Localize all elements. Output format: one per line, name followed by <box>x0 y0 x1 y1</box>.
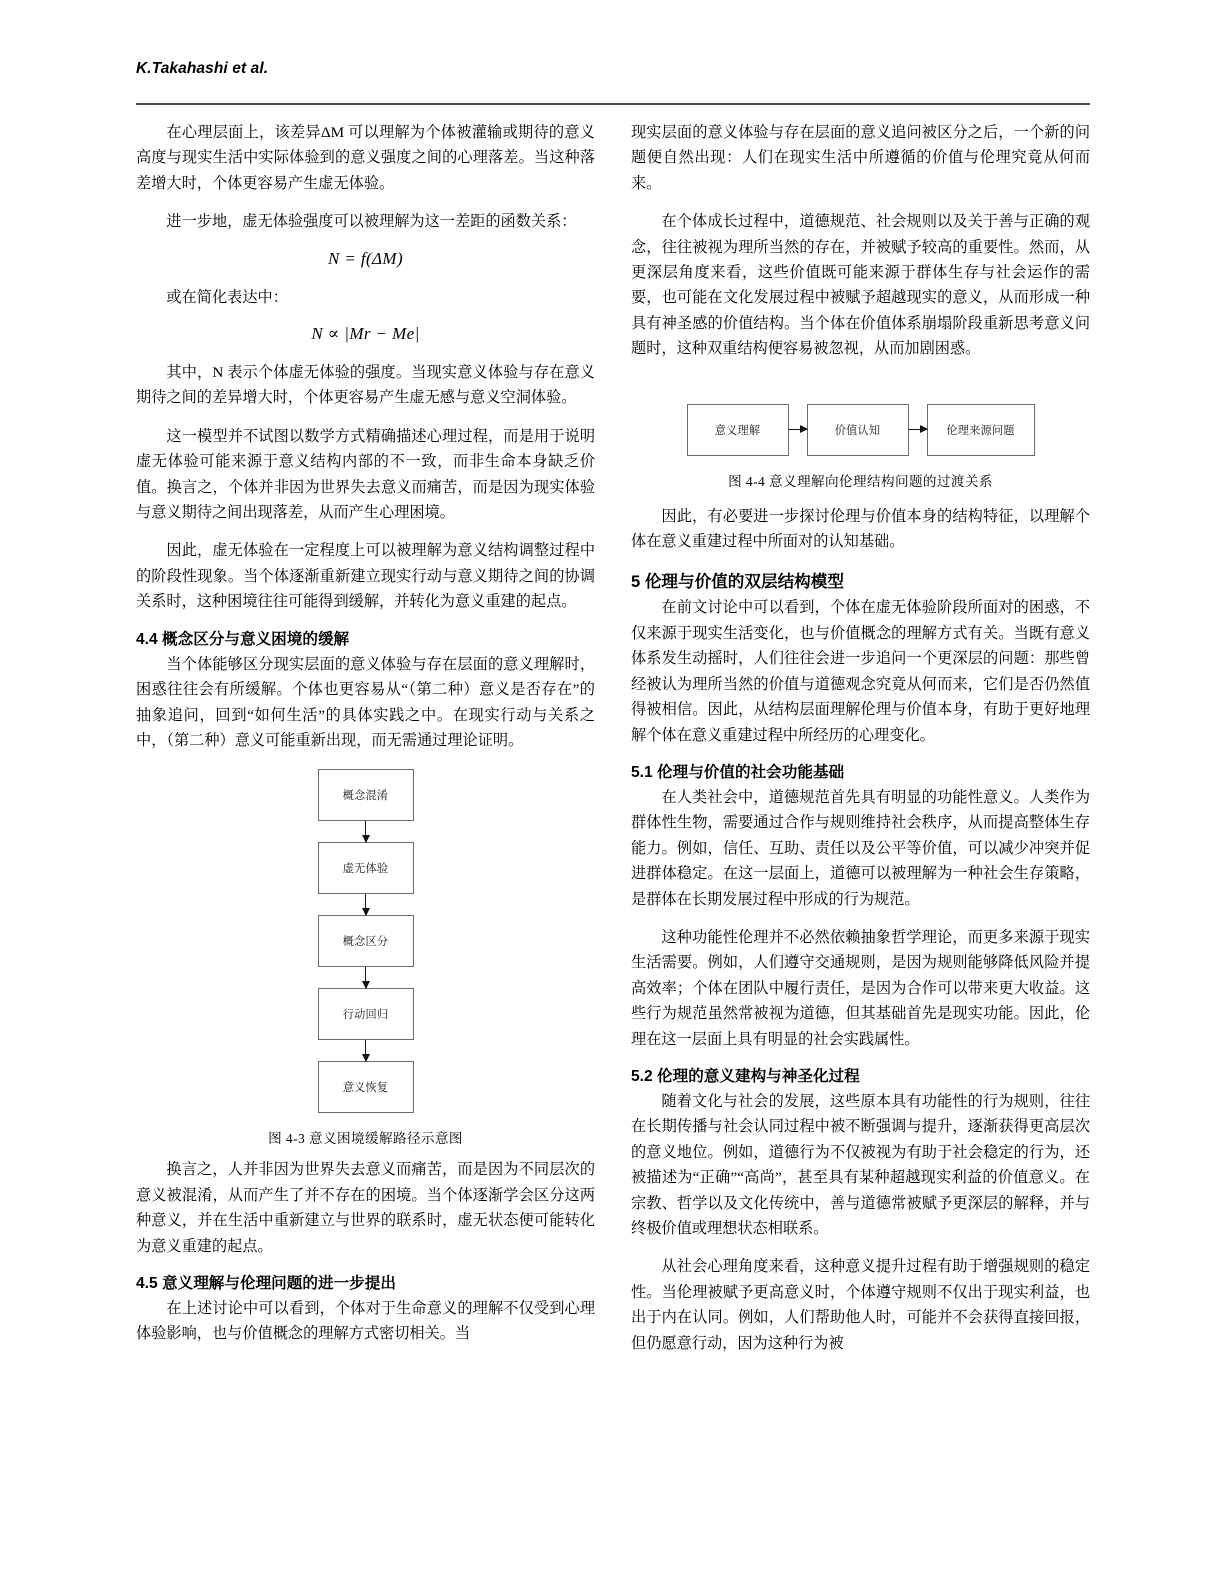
flow-node: 概念混淆 <box>318 769 414 821</box>
running-head: K.Takahashi et al. <box>136 60 269 77</box>
paragraph: 进一步地，虚无体验强度可以被理解为这一差距的函数关系： <box>166 213 577 231</box>
figure-caption: 图 4-4 意义理解向伦理结构问题的过渡关系 <box>728 473 993 489</box>
heading-5: 5 伦理与价值的双层结构模型 <box>631 572 844 592</box>
arrow-down-icon <box>365 967 366 988</box>
figure-4-4 <box>631 404 1090 490</box>
flow-node: 价值认知 <box>807 404 909 456</box>
paragraph: 当个体能够区分现实层面的意义体验与存在层面的意义理解时，困惑往往会有所缓解。个体也更容易从“（第二种）意义是否存在”的抽象追问，回到“如何生活”的具体实践之中。在现实行动与关系之中，（第二种）意义可能重新出现，而无需通过理论证明。 <box>136 655 595 749</box>
heading-4-4: 4.4 概念区分与意义困境的缓解 <box>136 630 350 648</box>
flow-node: 意义理解 <box>687 404 789 456</box>
paragraph: 在前文讨论中可以看到，个体在虚无体验阶段所面对的困惑，不仅来源于现实生活变化，也与价值概念的理解方式有关。当既有意义体系发生动摇时，人们往往会进一步追问一个更深层的问题：那些曾经被认为理所当然的价值与道德观念究竟从何而来，它们是否仍然值得被相信。因此，从结构层面理解伦理与价值本身，有助于更好地理解个体在意义重建过程中所经历的心理变化。 <box>631 599 1090 744</box>
paragraph: 在人类社会中，道德规范首先具有明显的功能性意义。人类作为群体性生物，需要通过合作与规则维持社会秩序，从而提高整体生存能力。例如，信任、互助、责任以及公平等价值，可以减少冲突并促进群体稳定。在这一层面上，道德可以被理解为一种社会生存策略，是群体在长期发展过程中形成的行为规范。 <box>631 788 1090 908</box>
left-column <box>136 120 595 1360</box>
formula-text: N ∝ |Mr − Me| <box>311 324 420 344</box>
figure-4-3 <box>136 769 595 1147</box>
flow-node: 意义恢复 <box>318 1061 414 1113</box>
formula-text: N = f(ΔM) <box>327 248 404 268</box>
arrow-down-icon <box>365 1040 366 1061</box>
heading-4-5: 4.5 意义理解与伦理问题的进一步提出 <box>136 1274 396 1292</box>
flow-node: 概念区分 <box>318 915 414 967</box>
paragraph: 换言之，人并非因为世界失去意义而痛苦，而是因为不同层次的意义被混淆，从而产生了并不存在的困境。当个体逐渐学会区分这两种意义，并在生活中重新建立与世界的联系时，虚无状态便可能转化为意义重建的起点。 <box>136 1161 595 1255</box>
header-rule <box>136 103 1090 105</box>
arrow-down-icon <box>365 821 366 842</box>
arrow-down-icon <box>365 894 366 915</box>
flow-node: 行动回归 <box>318 988 414 1040</box>
flow-node: 伦理来源问题 <box>927 404 1035 456</box>
formula-display-2 <box>136 324 595 344</box>
heading-5-2: 5.2 伦理的意义建构与神圣化过程 <box>631 1067 860 1085</box>
flowchart-vertical <box>136 769 595 1113</box>
paragraph: 其中，N 表示个体虚无体验的强度。当现实意义体验与存在意义期待之间的差异增大时，个体更容易产生虚无感与意义空洞体验。 <box>136 364 595 407</box>
flowchart-horizontal <box>631 404 1090 456</box>
arrow-right-icon <box>909 429 927 430</box>
right-column <box>631 120 1090 1369</box>
paragraph: 因此，有必要进一步探讨伦理与价值本身的结构特征，以理解个体在意义重建过程中所面对的认知基础。 <box>631 507 1090 551</box>
paragraph: 这一模型并不试图以数学方式精确描述心理过程，而是用于说明虚无体验可能来源于意义结构内部的不一致，而非生命本身缺乏价值。换言之，个体并非因为世界失去意义而痛苦，而是因为现实体验与意义期待之间出现落差，从而产生心理困境。 <box>136 427 595 522</box>
flow-node: 虚无体验 <box>318 842 414 894</box>
paragraph: 从社会心理角度来看，这种意义提升过程有助于增强规则的稳定性。当伦理被赋予更高意义时，个体遵守规则不仅出于现实利益，也出于内在认同。例如，人们帮助他人时，可能并不会获得直接回报，但仍愿意行动，因为这种行为被 <box>631 1258 1090 1352</box>
paragraph: 现实层面的意义体验与存在层面的意义追问被区分之后，一个新的问题便自然出现：人们在现实生活中所遵循的价值与伦理究竟从何而来。 <box>631 124 1090 192</box>
formula-display-1 <box>136 249 595 269</box>
paragraph: 或在简化表达中： <box>166 288 288 306</box>
heading-5-1: 5.1 伦理与价值的社会功能基础 <box>631 763 845 781</box>
paragraph: 这种功能性伦理并不必然依赖抽象哲学理论，而更多来源于现实生活需要。例如，人们遵守交通规则，是因为规则能够降低风险并提高效率；个体在团队中履行责任，是因为合作可以带来更大收益。这些行为规范虽然常被视为道德，但其基础首先是现实功能。因此，伦理在这一层面上具有明显的社会实践属性。 <box>631 928 1090 1048</box>
paragraph: 随着文化与社会的发展，这些原本具有功能性的行为规则，往往在长期传播与社会认同过程中被不断强调与提升，逐渐获得更高层次的意义地位。例如，道德行为不仅被视为有助于社会稳定的行为，还被描述为“正确”“高尚”，甚至具有某种超越现实利益的价值意义。在宗教、哲学以及文化传统中，善与道德常被赋予更深层的解释，并与终极价值或理想状态相联系。 <box>631 1092 1090 1237</box>
arrow-right-icon <box>789 429 807 430</box>
paragraph: 因此，虚无体验在一定程度上可以被理解为意义结构调整过程中的阶段性现象。当个体逐渐重新建立现实行动与意义期待之间的协调关系时，这种困境往往可能得到缓解，并转化为意义重建的起点。 <box>136 542 595 611</box>
paragraph: 在个体成长过程中，道德规范、社会规则以及关于善与正确的观念，往往被视为理所当然的存在，并被赋予较高的重要性。然而，从更深层角度来看，这些价值既可能来源于群体生存与社会运作的需要，也可能在文化发展过程中被赋予超越现实的意义，从而形成一种具有神圣感的价值结构。当个体在价值体系崩塌阶段重新思考意义问题时，这种双重结构便容易被忽视，从而加剧困惑。 <box>631 213 1090 358</box>
paragraph: 在上述讨论中可以看到，个体对于生命意义的理解不仅受到心理体验影响，也与价值概念的理解方式密切相关。当 <box>136 1299 595 1343</box>
figure-caption: 图 4-3 意义困境缓解路径示意图 <box>268 1131 463 1147</box>
paragraph: 在心理层面上，该差异ΔM 可以理解为个体被灌输或期待的意义高度与现实生活中实际体验到的意义强度之间的心理落差。当这种落差增大时，个体更容易产生虚无体验。 <box>136 124 595 192</box>
